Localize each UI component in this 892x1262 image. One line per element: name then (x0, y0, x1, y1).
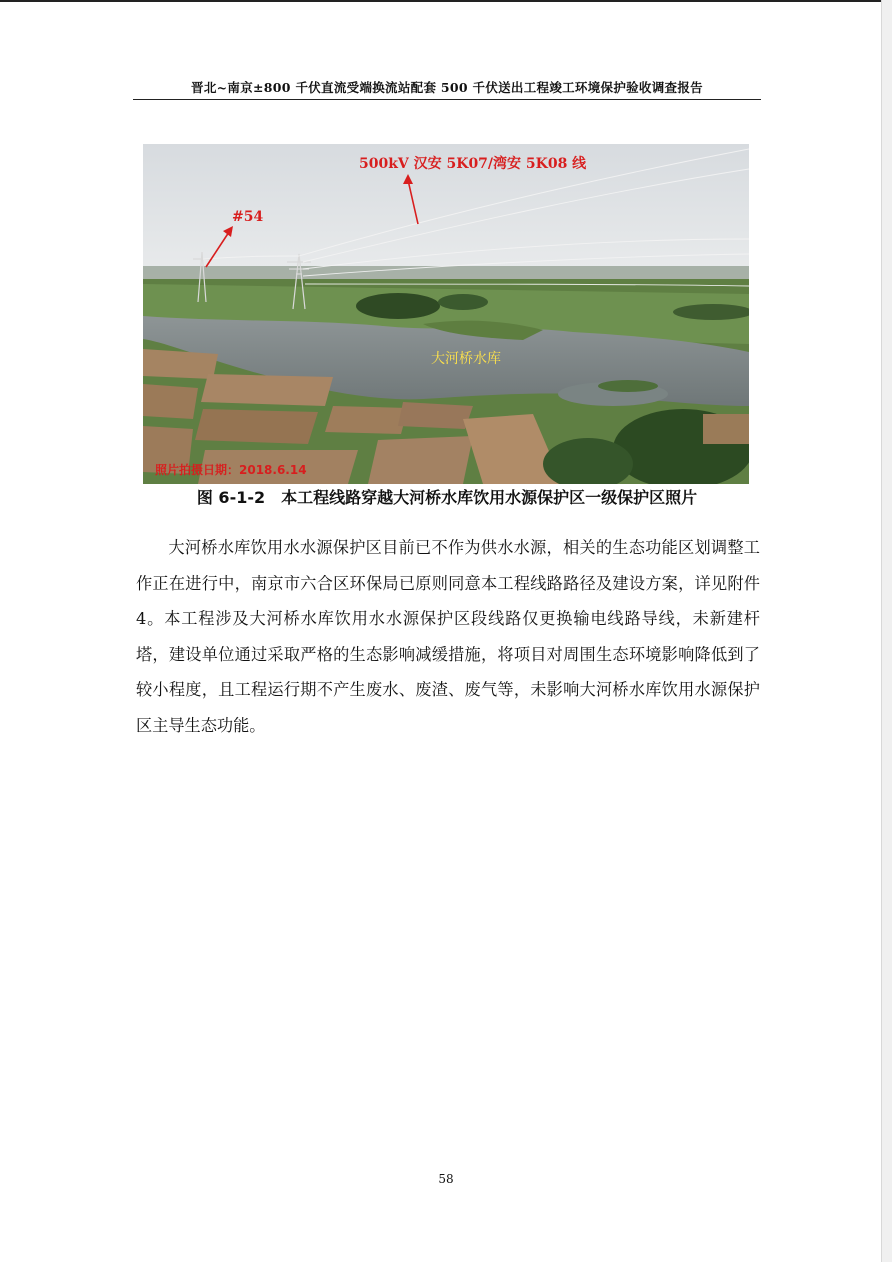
top-border (0, 0, 892, 2)
body-paragraph: 大河桥水库饮用水水源保护区目前已不作为供水水源，相关的生态功能区划调整工作正在进行中，南京市六合区环保局已原则同意本工程线路路径及建设方案，详见附件 4。本工程涉及大河桥水库饮用水水源保护区段线路仅更换输电线路导线，未新建杆塔，建设单位通过采取严格的生态影响减缓措施，将项目对周围生态环境影响降低到了较小程度，且工程运行期不产生废水、废渣、废气等，未影响大河桥水库饮用水源保护区主导生态功能。 (136, 538, 760, 735)
page-edge (881, 0, 892, 1262)
figure-caption: 图 6-1-2 本工程线路穿越大河桥水库饮用水源保护区一级保护区照片 (196, 488, 698, 507)
aerial-photo (143, 144, 749, 484)
tower-label: #54 (232, 209, 264, 225)
page-number: 58 (438, 1172, 454, 1186)
aerial-photo-illustration (143, 144, 749, 484)
date-stamp: 照片拍摄日期：2018.6.14 (155, 463, 307, 477)
page-header: 晋北~南京±800 千伏直流受端换流站配套 500 千伏送出工程竣工环境保护验收调查报告 (191, 80, 703, 95)
line-label: 500kV 汉安 5K07/湾安 5K08 线 (359, 156, 587, 172)
header-divider (133, 99, 761, 100)
reservoir-label: 大河桥水库 (431, 351, 501, 367)
